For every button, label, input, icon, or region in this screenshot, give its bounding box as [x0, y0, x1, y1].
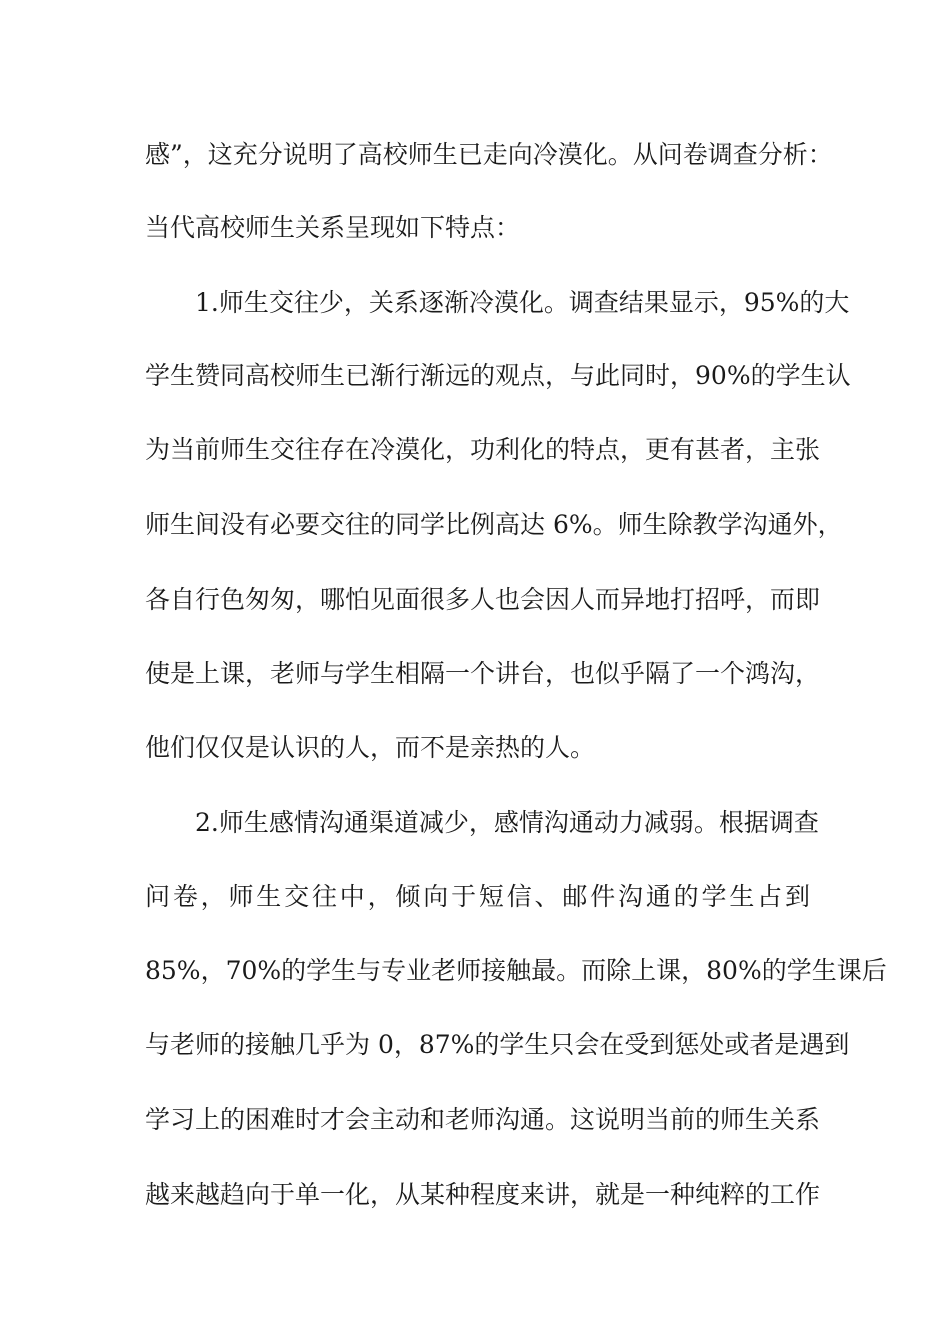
text-line-11: 问卷，师生交往中，倾向于短信、邮件沟通的学生占到 [145, 882, 810, 911]
text-line-13: 与老师的接触几乎为 0，87%的学生只会在受到惩处或者是遇到 [145, 1030, 850, 1059]
text-line-2: 当代高校师生关系呈现如下特点： [145, 213, 521, 242]
text-line-9: 他们仅仅是认识的人，而不是亲热的人。 [145, 733, 596, 762]
text-line-12: 85%，70%的学生与专业老师接触最。而除上课，80%的学生课后 [145, 956, 887, 985]
text-line-4: 学生赞同高校师生已渐行渐远的观点，与此同时，90%的学生认 [145, 361, 851, 390]
paragraph-1-heading-line: 1.师生交往少，关系逐渐冷漠化。调查结果显示，95%的大 [195, 288, 850, 317]
text-line-14: 学习上的困难时才会主动和老师沟通。这说明当前的师生关系 [145, 1105, 821, 1134]
paragraph-2-heading-line: 2.师生感情沟通渠道减少，感情沟通动力减弱。根据调查 [195, 808, 819, 837]
text-line-1: 感”，这充分说明了高校师生已走向冷漠化。从问卷调查分析： [145, 140, 833, 169]
text-line-8: 使是上课，老师与学生相隔一个讲台，也似乎隔了一个鸿沟， [145, 659, 821, 688]
text-line-5: 为当前师生交往存在冷漠化，功利化的特点，更有甚者，主张 [145, 435, 821, 464]
text-line-7: 各自行色匆匆，哪怕见面很多人也会因人而异地打招呼，而即 [145, 585, 821, 614]
text-line-6: 师生间没有必要交往的同学比例高达 6%。师生除教学沟通外， [145, 510, 843, 539]
text-line-15: 越来越趋向于单一化，从某种程度来讲，就是一种纯粹的工作 [145, 1180, 821, 1209]
